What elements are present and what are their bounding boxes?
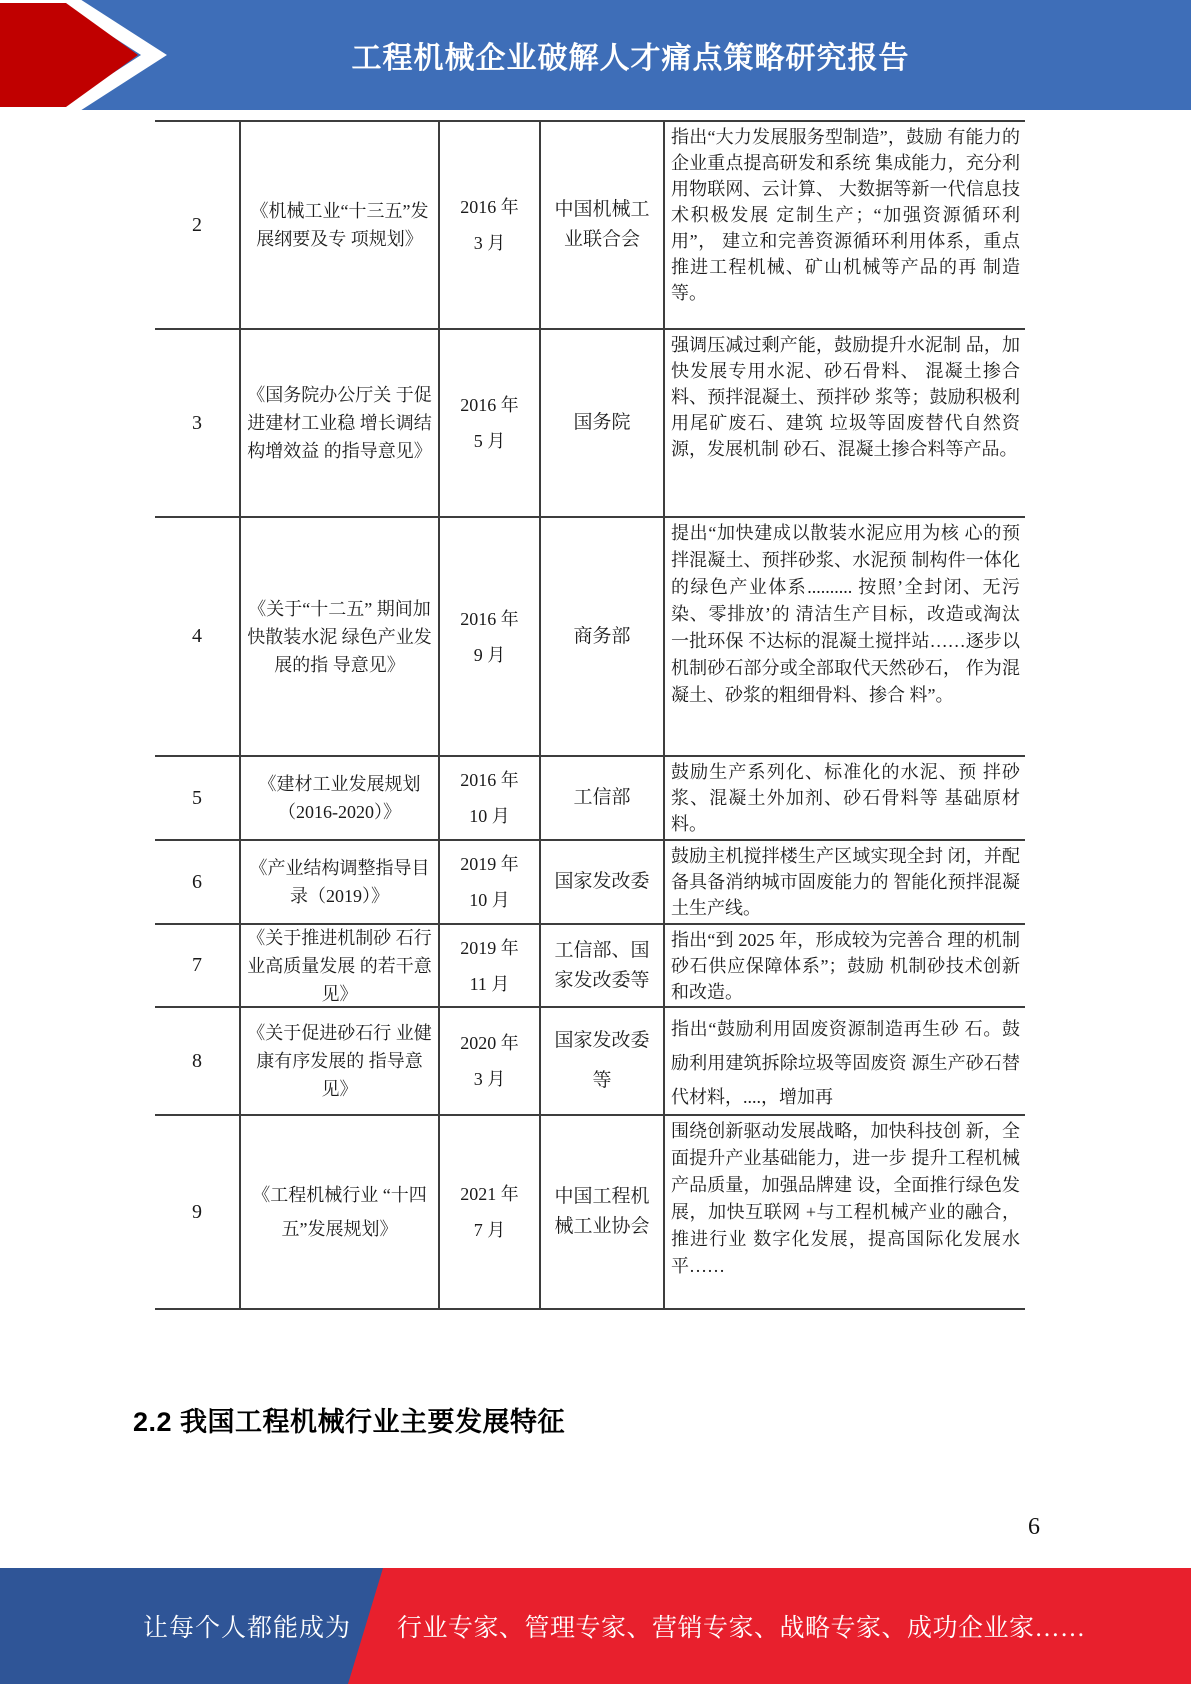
policy-content-text: 鼓励主机搅拌楼生产区域实现全封 闭，并配备具备消纳城市固废能力的 智能化预拌混凝土生产线。 <box>671 846 1020 918</box>
issue-date-month: 3 月 <box>473 233 506 253</box>
issue-date-month: 3 月 <box>473 1069 506 1089</box>
issue-date-year: 2021 年 <box>460 1184 519 1204</box>
cell-issue-date <box>440 1008 541 1114</box>
issue-date-month: 9 月 <box>473 644 506 665</box>
cell-issuing-agency <box>541 1116 665 1308</box>
row-number-text: 9 <box>192 1200 202 1223</box>
cell-issue-date <box>440 1116 541 1308</box>
report-title: 工程机械企业破解人才痛点策略研究报告 <box>351 42 910 75</box>
report-header <box>0 0 1191 110</box>
cell-policy-name <box>241 757 440 839</box>
issuing-agency-text: 工信部 <box>573 787 631 808</box>
issue-date-month: 7 月 <box>473 1220 506 1240</box>
cell-issuing-agency <box>541 757 665 839</box>
row-number-text: 5 <box>192 786 202 809</box>
cell-policy-content <box>665 518 1025 755</box>
cell-policy-name <box>241 518 440 755</box>
cell-policy-name <box>241 1008 440 1114</box>
issuing-agency-text: 国务院 <box>573 412 631 433</box>
cell-issue-date <box>440 518 541 755</box>
cell-issuing-agency <box>541 330 665 516</box>
cell-row-number <box>155 925 241 1006</box>
policy-name-text: 《建材工业发展规划（2016-2020）》 <box>258 774 421 822</box>
policy-content-text: 围绕创新驱动发展战略，加快科技创 新，全面提升产业基础能力，进一步 提升工程机械产品质量，加强品牌建 设，全面推行绿色发展，加快互联网 +与工程机械产业的融合，推进行业 数字化发展，提高国际化发展水 平…… <box>671 1121 1020 1276</box>
policy-content-text: 指出“大力发展服务型制造”，鼓励 有能力的企业重点提高研发和系统 集成能力，充分利用物联网、云计算、 大数据等新一代信息技术积极发展 定制生产；“加强资源循环利用”， 建立和完善资源循环利用体系，重点 推进工程机械、矿山机械等产品的再 制造等。 <box>671 127 1020 303</box>
cell-issuing-agency <box>541 1008 665 1114</box>
cell-issue-date <box>440 925 541 1006</box>
table-row <box>155 923 1025 1006</box>
issue-date-month: 10 月 <box>469 890 510 910</box>
table-row <box>155 120 1025 328</box>
issue-date-year: 2020 年 <box>460 1033 519 1053</box>
cell-row-number <box>155 330 241 516</box>
issuing-agency-text: 商务部 <box>573 625 631 647</box>
cell-policy-name <box>241 925 440 1006</box>
cell-policy-name <box>241 122 440 328</box>
policy-table <box>155 120 1025 1310</box>
cell-policy-name <box>241 841 440 923</box>
section-heading: 2.2 我国工程机械行业主要发展特征 <box>133 1407 566 1437</box>
issue-date-month: 5 月 <box>473 431 506 451</box>
cell-row-number <box>155 757 241 839</box>
policy-name-text: 《机械工业“十三五”发展纲要及专 项规划》 <box>250 201 429 249</box>
cell-policy-content <box>665 757 1025 839</box>
cell-issue-date <box>440 122 541 328</box>
cell-issue-date <box>440 330 541 516</box>
footer-slogan-right: 行业专家、管理专家、营销专家、战略专家、成功企业家…… <box>397 1615 1086 1642</box>
page-number: 6 <box>1028 1514 1040 1540</box>
issuing-agency-text: 中国机械工业联合会 <box>554 199 650 250</box>
cell-policy-name <box>241 330 440 516</box>
cell-row-number <box>155 1116 241 1308</box>
row-number-text: 8 <box>192 1049 202 1072</box>
row-number-text: 3 <box>192 411 202 434</box>
issue-date-year: 2016 年 <box>460 770 519 790</box>
row-number-text: 4 <box>192 625 202 647</box>
row-number-text: 6 <box>192 870 202 893</box>
cell-policy-content <box>665 1116 1025 1308</box>
issue-date-year: 2019 年 <box>460 854 519 874</box>
issue-date-month: 10 月 <box>469 806 510 826</box>
row-number-text: 2 <box>192 213 202 236</box>
policy-content-text: 鼓励生产系列化、标准化的水泥、预 拌砂浆、混凝土外加剂、砂石骨料等 基础原材料。 <box>671 762 1020 834</box>
policy-name-text: 《关于促进砂石行 业健康有序发展的 指导意见》 <box>247 1023 432 1099</box>
issue-date-year: 2016 年 <box>460 608 519 629</box>
policy-name-text: 《关于推进机制砂 石行业高质量发展 的若干意见》 <box>247 927 432 1004</box>
cell-issuing-agency <box>541 122 665 328</box>
footer-slogan-left: 让每个人都能成为 <box>143 1615 352 1642</box>
cell-policy-content <box>665 122 1025 328</box>
policy-name-text: 《国务院办公厅关 于促进建材工业稳 增长调结构增效益 的指导意见》 <box>247 385 432 461</box>
cell-issuing-agency <box>541 841 665 923</box>
table-row <box>155 328 1025 516</box>
table-row <box>155 516 1025 755</box>
page-footer <box>0 1568 1191 1684</box>
cell-row-number <box>155 122 241 328</box>
cell-issuing-agency <box>541 518 665 755</box>
table-row <box>155 755 1025 839</box>
cell-row-number <box>155 518 241 755</box>
table-row <box>155 1114 1025 1310</box>
cell-issue-date <box>440 841 541 923</box>
cell-policy-name <box>241 1116 440 1308</box>
cell-row-number <box>155 1008 241 1114</box>
issuing-agency-text: 国家发改委 <box>554 871 650 892</box>
policy-content-text: 提出“加快建成以散装水泥应用为核 心的预拌混凝土、预拌砂浆、水泥预 制构件一体化的绿色产业体系.......... 按照’全封闭、无污染、零排放’的 清洁生产目标，改造或淘汰一批环保 不达标的混凝土搅拌站……逐步以 机制砂石部分或全部取代天然砂石， 作为混凝土、砂浆的粗细骨料、掺合 料”。 <box>671 523 1020 705</box>
policy-content-text: 强调压减过剩产能，鼓励提升水泥制 品，加快发展专用水泥、砂石骨料、 混凝土掺合料、预拌混凝土、预拌砂 浆等；鼓励积极利用尾矿废石、建筑 垃圾等固废替代自然资源，发展机制 砂石、混凝土掺合料等产品。 <box>671 335 1020 459</box>
cell-policy-content <box>665 1008 1025 1114</box>
cell-policy-content <box>665 841 1025 923</box>
policy-name-text: 《关于“十二五” 期间加快散装水泥 绿色产业发展的指 导意见》 <box>247 598 432 675</box>
cell-issuing-agency <box>541 925 665 1006</box>
issuing-agency-text: 国家发改委等 <box>554 1030 650 1091</box>
row-number-text: 7 <box>192 954 202 976</box>
cell-issue-date <box>440 757 541 839</box>
table-row <box>155 1006 1025 1114</box>
cell-policy-content <box>665 330 1025 516</box>
table-row <box>155 839 1025 923</box>
issuing-agency-text: 中国工程机械工业协会 <box>554 1186 650 1237</box>
cell-policy-content <box>665 925 1025 1006</box>
issue-date-year: 2016 年 <box>460 197 519 217</box>
issue-date-year: 2019 年 <box>460 937 519 958</box>
cell-row-number <box>155 841 241 923</box>
issuing-agency-text: 工信部、国家发改委等 <box>554 939 650 991</box>
policy-name-text: 《工程机械行业 “十四五”发展规划》 <box>252 1185 427 1239</box>
policy-content-text: 指出“到 2025 年，形成较为完善合 理的机制砂石供应保障体系”；鼓励 机制砂技术创新和改造。 <box>671 930 1020 1002</box>
issue-date-year: 2016 年 <box>460 395 519 415</box>
policy-name-text: 《产业结构调整指导目录（2019）》 <box>249 858 430 906</box>
issue-date-month: 11 月 <box>469 973 510 994</box>
policy-content-text: 指出“鼓励利用固废资源制造再生砂 石。鼓励利用建筑拆除垃圾等固废资 源生产砂石替代材料，....，增加再 <box>671 1019 1020 1107</box>
